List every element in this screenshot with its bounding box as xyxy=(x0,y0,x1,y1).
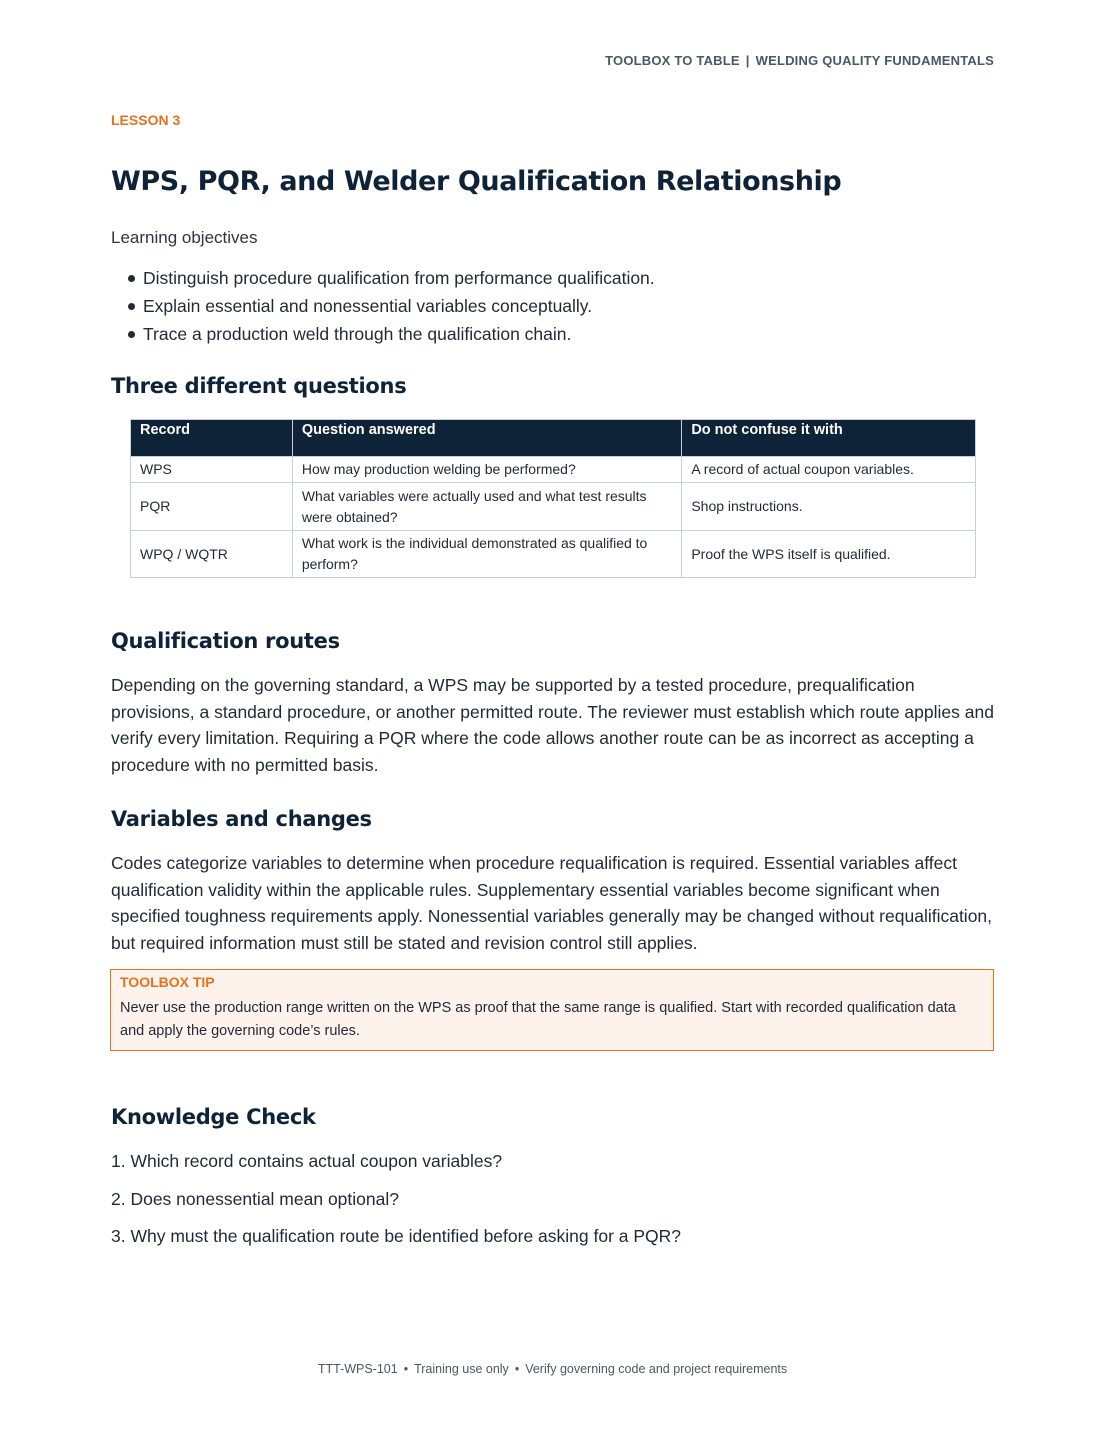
header-separator: | xyxy=(745,53,750,68)
header-course: WELDING QUALITY FUNDAMENTALS xyxy=(755,53,994,68)
table-header-row xyxy=(131,420,976,457)
objective-item: Distinguish procedure qualification from performance qualification. xyxy=(111,264,655,292)
table-cell: How may production welding be performed? xyxy=(292,457,682,483)
footer-separator: • xyxy=(514,1362,520,1376)
routes-paragraph: Depending on the governing standard, a WPS may be supported by a tested procedure, prequalification provisions, a standard procedure, or another permitted route. The reviewer must establish which route applies and verify every limitation. Requiring a PQR where the code allows another route can be as incorrect as accepting a procedure with no permitted basis. xyxy=(111,675,994,776)
table-row xyxy=(131,457,976,483)
lesson-label: LESSON 3 xyxy=(111,112,181,128)
records-table xyxy=(130,419,976,578)
tip-title: TOOLBOX TIP xyxy=(120,974,215,990)
toolbox-tip-callout xyxy=(110,969,994,1051)
table-cell: WPS xyxy=(131,457,293,483)
table-cell: Shop instructions. xyxy=(682,483,976,531)
page-footer xyxy=(0,1362,1105,1376)
table-cell: PQR xyxy=(131,483,293,531)
section-heading-variables: Variables and changes xyxy=(111,807,372,831)
table-row xyxy=(131,483,976,531)
table-row xyxy=(131,531,976,578)
variables-paragraph: Codes categorize variables to determine when procedure requalification is required. Essential variables affect qualification validity within the applicable rules. Supplementary essential variables become significant when specified toughness requirements apply. Nonessential variables generally may be changed without requalification, but required information must still be stated and revision control still applies. xyxy=(111,853,993,954)
table-cell: WPQ / WQTR xyxy=(131,531,293,578)
knowledge-question: 2. Does nonessential mean optional? xyxy=(111,1189,399,1209)
table-header-cell: Record xyxy=(131,420,293,457)
footer-usage-note: Training use only xyxy=(414,1362,509,1376)
header-series: TOOLBOX TO TABLE xyxy=(605,53,740,68)
footer-verify-note: Verify governing code and project requirements xyxy=(525,1362,788,1376)
objective-item: Explain essential and nonessential variables conceptually. xyxy=(111,292,655,320)
section-heading-routes: Qualification routes xyxy=(111,629,340,653)
objectives-list xyxy=(111,264,655,348)
section-heading-knowledge-check: Knowledge Check xyxy=(111,1105,316,1129)
footer-doc-code: TTT-WPS-101 xyxy=(317,1362,398,1376)
running-header xyxy=(605,53,994,68)
knowledge-question: 1. Which record contains actual coupon variables? xyxy=(111,1151,503,1171)
table-header-cell: Question answered xyxy=(292,420,682,457)
footer-separator: • xyxy=(403,1362,409,1376)
objective-item: Trace a production weld through the qualification chain. xyxy=(111,320,655,348)
table-cell: A record of actual coupon variables. xyxy=(682,457,976,483)
knowledge-question: 3. Why must the qualification route be identified before asking for a PQR? xyxy=(111,1226,682,1246)
objectives-label: Learning objectives xyxy=(111,228,258,247)
table-header-cell: Do not confuse it with xyxy=(682,420,976,457)
section-heading-questions: Three different questions xyxy=(111,374,407,398)
tip-body: Never use the production range written on the WPS as proof that the same range is qualified. Start with recorded qualification data and apply the governing code’s rules. xyxy=(120,1000,956,1039)
table-cell: What work is the individual demonstrated as qualified to perform? xyxy=(292,531,682,578)
table-cell: Proof the WPS itself is qualified. xyxy=(682,531,976,578)
page-title: WPS, PQR, and Welder Qualification Relationship xyxy=(111,166,842,197)
table-cell: What variables were actually used and what test results were obtained? xyxy=(292,483,682,531)
